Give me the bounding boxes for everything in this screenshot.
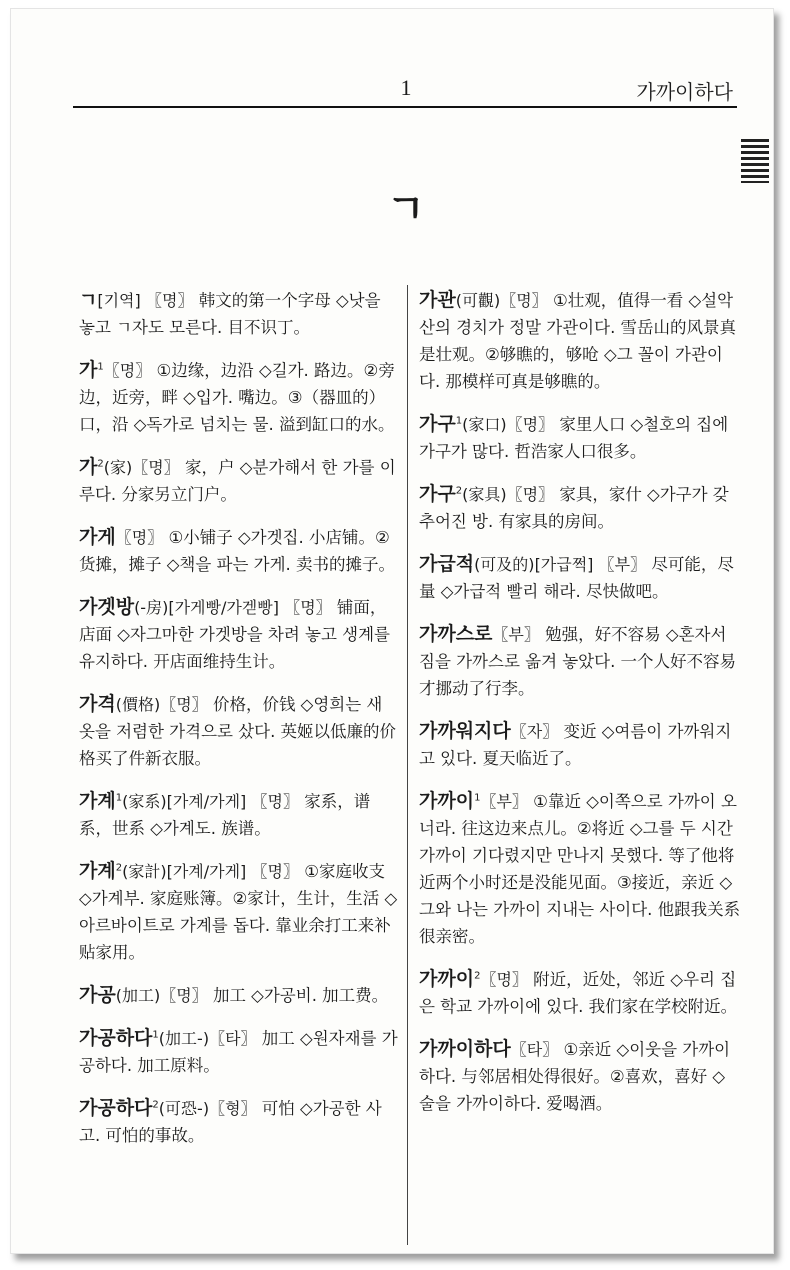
definition: 附近，近处，邻近 ◇우리 집은 학교 가까이에 있다. 我们家在学校附近。 [419, 970, 738, 1016]
pronunciation: [가게빵/가겓빵] [168, 598, 279, 617]
homonym-number: 2 [97, 458, 104, 470]
part-of-speech: 〖부〗 [598, 555, 647, 574]
homonym-number: 2 [474, 970, 481, 982]
origin-note: (可觀) [455, 291, 501, 310]
origin-note: (家具) [462, 485, 507, 504]
dictionary-entry [79, 1025, 401, 1079]
part-of-speech: 〖부〗 [480, 792, 528, 811]
dictionary-entry [419, 411, 741, 465]
dictionary-entry [79, 594, 401, 675]
definition: 韩文的第一个字母 ◇낫을 놓고 ㄱ자도 모른다. 目不识丁。 [79, 291, 381, 337]
headword: 가계 [79, 790, 116, 812]
definition: ①小铺子 ◇가겟집. 小店铺。②货摊，摊子 ◇책을 파는 가게. 卖书的摊子。 [79, 528, 396, 574]
dictionary-entry [419, 621, 741, 702]
homonym-number: 1 [455, 415, 463, 427]
page-number: 1 [400, 75, 412, 100]
part-of-speech: 〖명〗 [115, 528, 164, 547]
column-divider [407, 285, 408, 1245]
part-of-speech: 〖명〗 [103, 361, 152, 380]
definition: ①靠近 ◇이쪽으로 가까이 오너라. 往这边来点儿。②将近 ◇그를 두 시간 가까이 기다렸지만 만나지 못했다. 等了他将近两个小时还是没能见面。③接近，亲近 ◇그와 나는 가까이 지내는 사이다. 他跟我关系很亲密。 [419, 792, 741, 946]
headword: 가계 [79, 860, 116, 882]
definition: ①壮观，值得一看 ◇설악산의 경치가 정말 가관이다. 雪岳山的风景真是壮观。②够瞧的，够呛 ◇그 꼴이 가관이다. 那模样可真是够瞧的。 [419, 291, 737, 391]
definition: 家，户 ◇분가해서 한 가를 이루다. 分家另立门户。 [79, 458, 396, 504]
definition: ①亲近 ◇이웃을 가까이하다. 与邻居相处得很好。②喜欢，喜好 ◇술을 가까이하다. 爱喝酒。 [419, 1040, 731, 1113]
definition: ①家庭收支 ◇가계부. 家庭账簿。②家计，生计，生活 ◇아르바이트로 가계를 돕다. 靠业余打工来补贴家用。 [79, 862, 398, 962]
definition: 尽可能，尽量 ◇가급적 빨리 해라. 尽快做吧。 [419, 555, 734, 601]
headword: 가겟방 [79, 596, 135, 618]
definition: 家具，家什 ◇가구가 갖추어진 방. 有家具的房间。 [419, 485, 729, 531]
dictionary-entry [419, 1036, 741, 1117]
part-of-speech: 〖명〗 [480, 970, 528, 989]
dictionary-entry [79, 454, 401, 508]
definition: 变近 ◇여름이 가까워지고 있다. 夏天临近了。 [419, 722, 732, 768]
headword: 가구 [419, 413, 456, 435]
headword: 가공 [79, 984, 116, 1006]
dictionary-entry [419, 788, 741, 950]
headword: 가까이 [419, 790, 475, 812]
right-column [419, 287, 741, 1133]
homonym-number: 2 [455, 485, 463, 497]
origin-note: (家) [103, 458, 133, 477]
part-of-speech: 〖명〗 [284, 598, 332, 617]
definition: 价格，价钱 ◇영희는 새 옷을 저렴한 가격으로 샀다. 英姬以低廉的价格买了件新衣服。 [79, 695, 397, 768]
dictionary-entry [419, 551, 741, 605]
dictionary-entry [419, 966, 741, 1020]
part-of-speech: 〖타〗 [209, 1029, 257, 1048]
part-of-speech: 〖명〗 [132, 458, 180, 477]
origin-note: (家計) [122, 862, 167, 881]
headword: 가공하다 [79, 1027, 153, 1049]
headword: 가격 [79, 693, 116, 715]
origin-note: (加工) [115, 986, 161, 1005]
pronunciation: [가급쩍] [534, 555, 594, 574]
dictionary-entry [419, 718, 741, 772]
origin-note: (可及的) [474, 555, 535, 574]
headword: 가급적 [419, 553, 475, 575]
dictionary-entry [79, 287, 401, 341]
headword: 가공하다 [79, 1097, 153, 1119]
headword: 가구 [419, 483, 456, 505]
headword: 가 [79, 456, 98, 478]
part-of-speech: 〖명〗 [160, 986, 208, 1005]
definition: 加工 ◇가공비. 加工费。 [212, 986, 389, 1005]
pronunciation: [기역] [97, 291, 141, 310]
definition: ①边缘，边沿 ◇길가. 路边。②旁边，近旁，畔 ◇입가. 嘴边。③（器皿的）口，沿 ◇독가로 넘치는 물. 溢到缸口的水。 [79, 361, 395, 434]
dictionary-page [10, 8, 774, 1254]
origin-note: (家系) [122, 792, 167, 811]
definition: 家里人口 ◇철호의 집에 가구가 많다. 哲浩家人口很多。 [419, 415, 729, 461]
homonym-number: 2 [152, 1099, 159, 1111]
definition: 铺面，店面 ◇자그마한 가겟방을 차려 놓고 생계를 유지하다. 开店面维持生计。 [79, 598, 390, 671]
dictionary-entry [79, 982, 401, 1009]
part-of-speech: 〖형〗 [209, 1099, 257, 1118]
origin-note: (家口) [462, 415, 507, 434]
homonym-number: 1 [97, 361, 104, 373]
homonym-number: 1 [115, 792, 123, 804]
part-of-speech: 〖명〗 [506, 415, 555, 434]
dictionary-entry [79, 788, 401, 842]
homonym-number: 1 [474, 792, 481, 804]
running-head: 가까이하다 [636, 80, 733, 104]
headword: 가게 [79, 526, 116, 548]
part-of-speech: 〖명〗 [500, 291, 548, 310]
part-of-speech: 〖부〗 [492, 625, 540, 644]
origin-note: (加工-) [158, 1029, 210, 1048]
definition: 家系，谱系，世系 ◇가계도. 族谱。 [79, 792, 371, 838]
section-letter: ㄱ [386, 186, 426, 232]
homonym-number: 2 [115, 862, 123, 874]
headword: 가까스로 [419, 623, 493, 645]
part-of-speech: 〖타〗 [510, 1040, 559, 1059]
left-column [79, 287, 401, 1165]
part-of-speech: 〖명〗 [160, 695, 208, 714]
dictionary-entry [79, 691, 401, 772]
origin-note: (-房) [134, 598, 169, 617]
headword: 가까이 [419, 968, 475, 990]
part-of-speech: 〖명〗 [506, 485, 555, 504]
part-of-speech: 〖명〗 [251, 862, 300, 881]
dictionary-entry [79, 1095, 401, 1149]
origin-note: (價格) [115, 695, 161, 714]
pronunciation: [가계/가게] [166, 792, 247, 811]
dictionary-entry [79, 858, 401, 966]
header-rule [73, 106, 737, 108]
dictionary-entry [79, 357, 401, 438]
dictionary-entry [419, 481, 741, 535]
headword: 가까워지다 [419, 720, 511, 742]
headword: 가 [79, 359, 98, 381]
definition: 可怕 ◇가공한 사고. 可怕的事故。 [79, 1099, 382, 1145]
headword: 가까이하다 [419, 1038, 511, 1060]
origin-note: (可恐-) [158, 1099, 210, 1118]
part-of-speech: 〖자〗 [510, 722, 559, 741]
part-of-speech: 〖명〗 [251, 792, 300, 811]
headword: ㄱ [79, 289, 98, 311]
headword: 가관 [419, 289, 456, 311]
definition: 勉强，好不容易 ◇혼자서 짐을 가까스로 옮겨 놓았다. 一个人好不容易才挪动了行李。 [419, 625, 737, 698]
definition: 加工 ◇원자재를 가공하다. 加工原料。 [79, 1029, 398, 1075]
part-of-speech: 〖명〗 [146, 291, 194, 310]
dictionary-entry [79, 524, 401, 578]
dictionary-entry [419, 287, 741, 395]
homonym-number: 1 [152, 1029, 159, 1041]
thumb-index-tab [741, 139, 769, 183]
pronunciation: [가계/가게] [166, 862, 247, 881]
